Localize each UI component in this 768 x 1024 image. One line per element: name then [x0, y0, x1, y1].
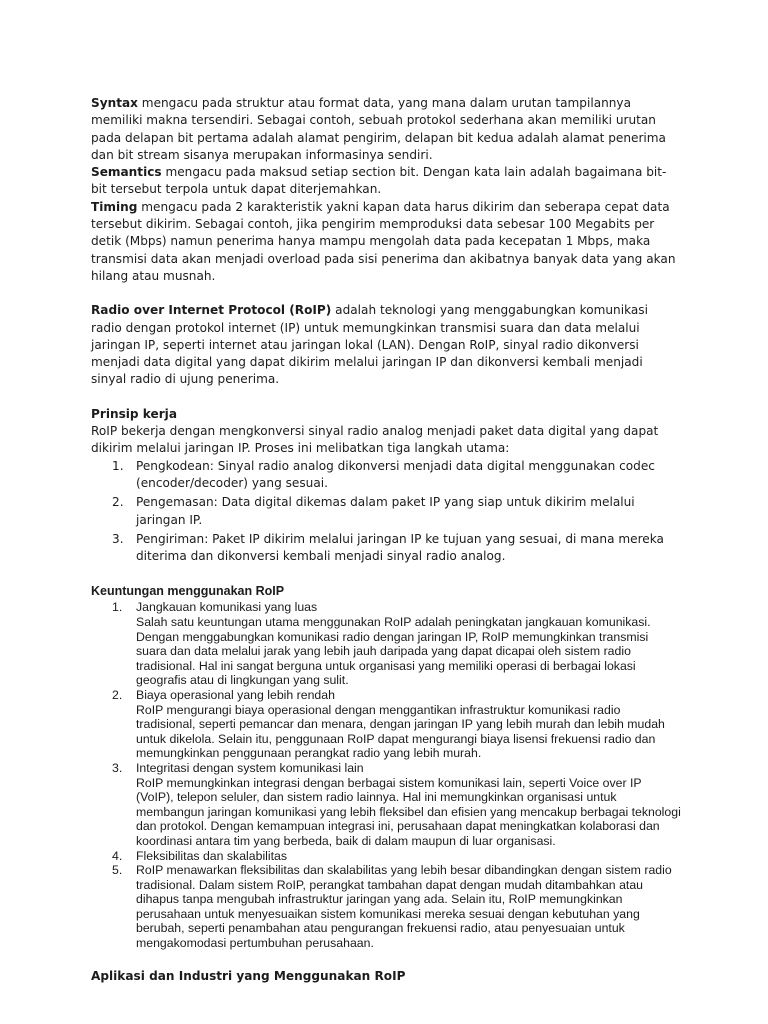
- list-item: [91, 600, 681, 688]
- step-text: Pengkodean: Sinyal radio analog dikonversi menjadi data digital menggunakan codec (encoder/decoder) yang sesuai.: [136, 458, 655, 490]
- list-item: [91, 458, 681, 493]
- list-number: 1.: [112, 458, 124, 473]
- item-title: Integritasi dengan system komunikasi lain: [136, 760, 364, 775]
- timing-text: mengacu pada 2 karakteristik yakni kapan data harus dikirim dan seberapa cepat data tersebut dikirim. Sebagai contoh, jika pengirim memproduksi data sebesar 100 Megabits per detik (Mbps) namun penerima hanya mampu mengolah data pada kecepatan 1 Mbps, maka transmisi data akan menjadi overload pada sisi penerima dan akibatnya banyak data yang akan hilang atau musnah.: [91, 199, 676, 283]
- keuntungan-heading: Keuntungan menggunakan RoIP: [91, 584, 285, 599]
- roip-intro-paragraph: [91, 302, 681, 388]
- item-title: Jangkauan komunikasi yang luas: [136, 600, 318, 615]
- item-description: RoIP mengurangi biaya operasional dengan menggantikan infrastruktur komunikasi radio tradisional, seperti pemancar dan menara, dengan jaringan IP yang lebih murah dan lebih mudah untuk dikelola. Selain itu, penggunaan RoIP dapat mengurangi biaya lisensi frekuensi radio dan memungkinkan penggunaan perangkat radio yang lebih murah.: [136, 702, 665, 761]
- list-item: [91, 494, 681, 529]
- list-item: [91, 863, 681, 951]
- list-item: [91, 531, 681, 566]
- aplikasi-heading: [91, 968, 681, 985]
- spacer: [91, 951, 681, 968]
- list-number: 5.: [112, 863, 123, 878]
- prinsip-text: RoIP bekerja dengan mengkonversi sinyal radio analog menjadi paket data digital yang dapat dikirim melalui jaringan IP. Proses ini melibatkan tiga langkah utama:: [91, 424, 659, 456]
- timing-term: Timing: [91, 199, 138, 214]
- list-item: [91, 761, 681, 849]
- spacer: [91, 389, 681, 406]
- semantics-term: Semantics: [91, 165, 162, 180]
- list-number: 3.: [112, 760, 123, 775]
- semantics-paragraph: [91, 164, 681, 199]
- prinsip-heading-text: Prinsip kerja: [91, 406, 177, 421]
- item-description: RoIP menawarkan fleksibilitas dan skalabilitas yang lebih besar dibandingkan dengan sistem radio tradisional. Dalam sistem RoIP, perangkat tambahan dapat dengan mudah ditambahkan atau dihapus tanpa mengubah infrastruktur jaringan yang ada. Selain itu, RoIP memungkinkan perusahaan untuk menyesuaikan sistem komunikasi mereka sesuai dengan kebutuhan yang berubah, seperti penambahan atau pengurangan frekuensi radio, atau penyesuaian untuk mengakomodasi pertumbuhan perusahaan.: [136, 863, 672, 951]
- prinsip-heading: [91, 406, 681, 423]
- spacer: [91, 567, 681, 583]
- document-page: [91, 95, 681, 985]
- list-number: 2.: [112, 687, 123, 702]
- list-number: 1.: [112, 600, 123, 615]
- list-item: [91, 849, 681, 864]
- syntax-paragraph: [91, 95, 681, 164]
- timing-paragraph: [91, 199, 681, 285]
- list-number: 4.: [112, 848, 123, 863]
- syntax-term: Syntax: [91, 96, 138, 110]
- roip-intro-text: adalah teknologi yang menggabungkan komunikasi radio dengan protokol internet (IP) untuk memungkinkan transmisi suara dan data melalui jaringan IP, seperti internet atau jaringan lokal (LAN). Dengan RoIP, sinyal radio dikonversi menjadi data digital yang dapat dikirim melalui jaringan IP dan dikonversi kembali menjadi sinyal radio di ujung penerima.: [91, 303, 648, 387]
- roip-term: Radio over Internet Protocol (RoIP): [91, 303, 332, 318]
- item-description: Salah satu keuntungan utama menggunakan RoIP adalah peningkatan jangkauan komunikasi. Dengan menggabungkan komunikasi radio dengan jaringan IP, RoIP memungkinkan transmisi suara dan data melalui jarak yang lebih jauh daripada yang dapat dicapai oleh sistem radio tradisional. Hal ini sangat berguna untuk organisasi yang memiliki operasi di berbagai lokasi geografis atau di lingkungan yang sulit.: [136, 615, 651, 688]
- list-item: [91, 688, 681, 761]
- semantics-text: mengacu pada maksud setiap section bit. Dengan kata lain adalah bagaimana bit-bit tersebut terpola untuk dapat diterjemahkan.: [91, 165, 667, 197]
- item-title: Biaya operasional yang lebih rendah: [136, 687, 335, 702]
- keuntungan-list: [91, 600, 681, 950]
- aplikasi-heading-text: Aplikasi dan Industri yang Menggunakan RoIP: [91, 968, 406, 983]
- item-description: RoIP memungkinkan integrasi dengan berbagai sistem komunikasi lain, seperti Voice over IP (VoIP), telepon seluler, dan sistem radio lainnya. Hal ini memungkinkan organisasi untuk membangun jaringan komunikasi yang lebih fleksibel dan efisien yang mencakup berbagai teknologi dan protokol. Dengan kemampuan integrasi ini, perusahaan dapat meningkatkan kolaborasi dan koordinasi antara tim yang berbeda, baik di dalam maupun di luar organisasi.: [136, 775, 681, 848]
- spacer: [91, 285, 681, 302]
- step-text: Pengemasan: Data digital dikemas dalam paket IP yang siap untuk dikirim melalui jaringan IP.: [136, 495, 635, 527]
- item-title: Fleksibilitas dan skalabilitas: [136, 848, 288, 863]
- step-text: Pengiriman: Paket IP dikirim melalui jaringan IP ke tujuan yang sesuai, di mana mereka diterima dan dikonversi kembali menjadi sinyal radio analog.: [136, 531, 664, 564]
- prinsip-steps-list: [91, 458, 681, 566]
- syntax-text: mengacu pada struktur atau format data, yang mana dalam urutan tampilannya memiliki makna tersendiri. Sebagai contoh, sebuah protokol sederhana akan memiliki urutan pada delapan bit pertama adalah alamat pengirim, delapan bit kedua adalah alamat penerima dan bit stream sisanya merupakan informasinya sendiri.: [91, 96, 666, 162]
- list-number: 3.: [112, 531, 124, 546]
- list-number: 2.: [112, 495, 124, 510]
